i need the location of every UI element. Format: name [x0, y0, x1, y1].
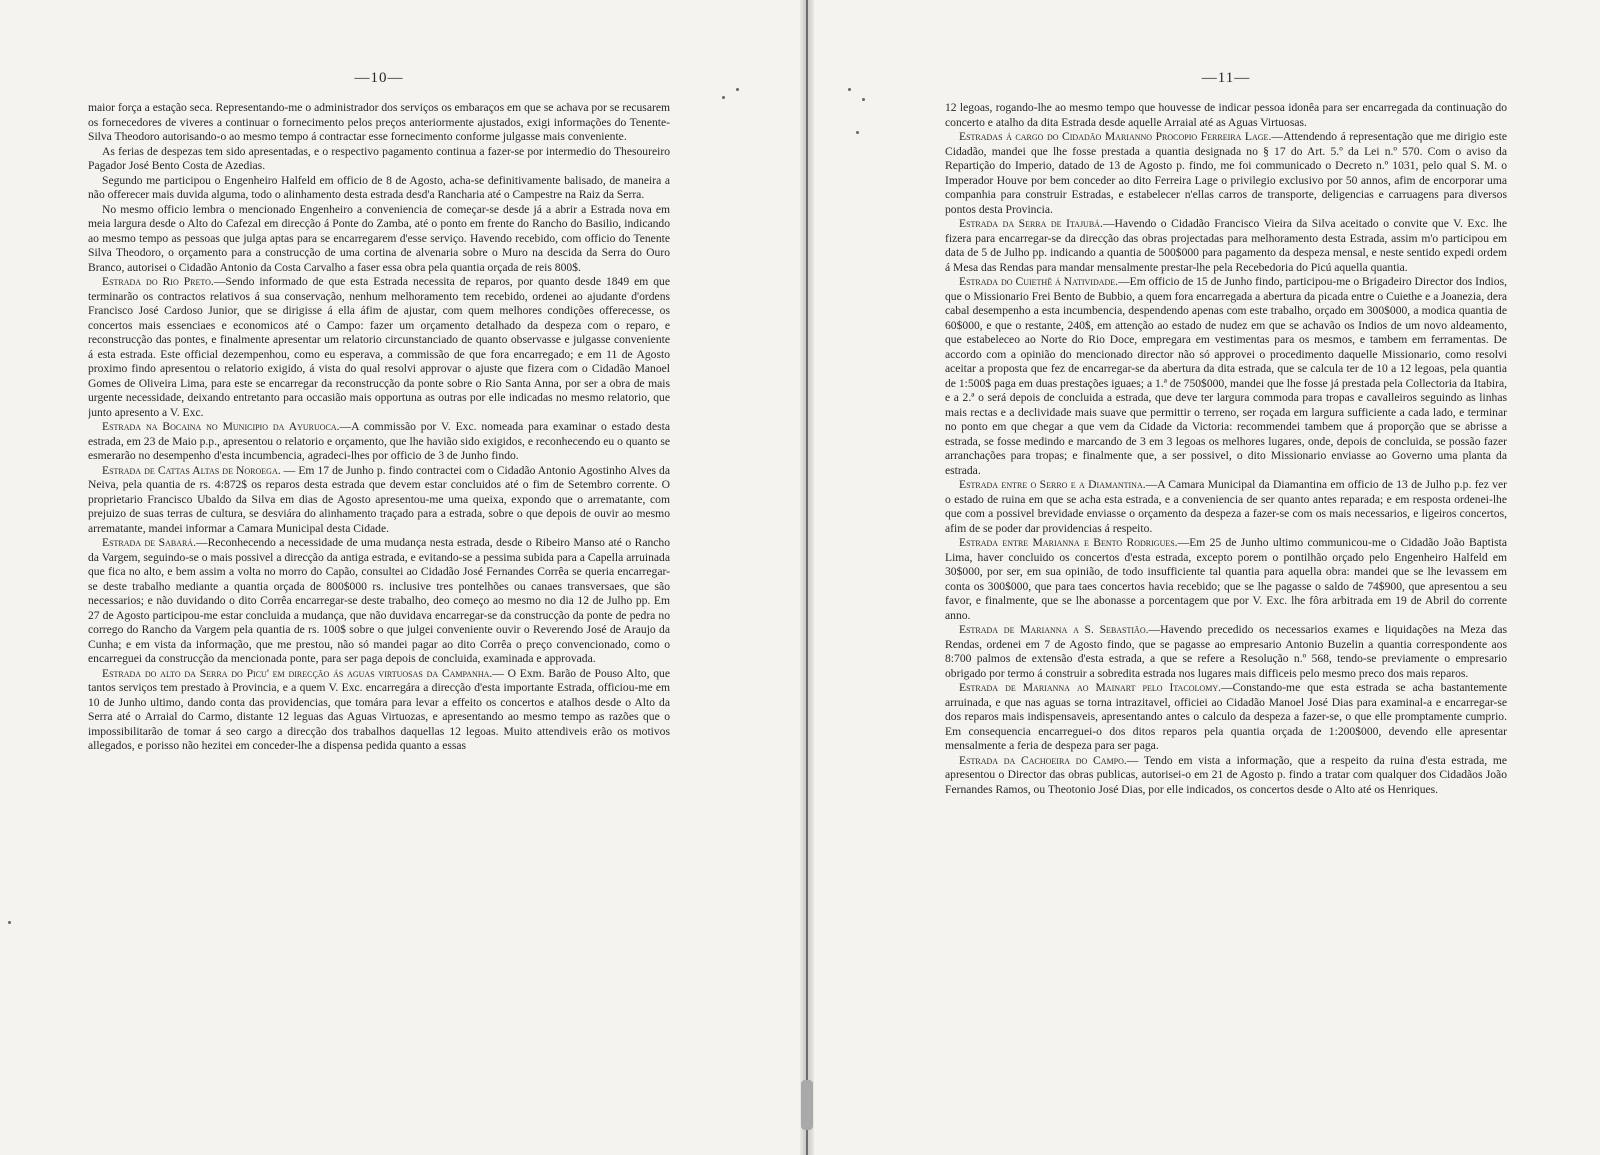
paragraph [945, 478, 1507, 536]
binding-line [806, 0, 808, 1155]
binding-stitch [801, 1080, 813, 1130]
paragraph-text: —A Camara Municipal da Diamantina em officio de 13 de Julho p.p. fez ver o estado de ruina em que se acha esta estrada, e a conveniencia de ser quanto antes reparada; e em resposta ordenei-lhe que com a possivel brevidade enviasse o orçamento da despeza a fazer-se com os mais necessarios, e ligeiros concertos, afim de se poder dar providencias á respeito. [945, 478, 1507, 535]
section-heading: Estrada do Cuiethê á Natividade. [959, 275, 1119, 288]
paragraph-text: maior força a estação seca. Representando-me o administrador dos serviços os embaraços em que se achava por se recusarem os fornecedores de viveres a continuar o fornecimento pelos preços anteriormente ajustados, exigi informações do Tenente-Silva Theodoro autorisando-o ao mesmo tempo á contractar esse fornecimento conforme julgasse mais conveniente. [88, 101, 670, 143]
paragraph [88, 667, 670, 754]
paragraph-text: —A commissão por V. Exc. nomeada para examinar o estado desta estrada, em 23 de Maio p.p., apresentou o relatorio e orçamento, que lhe havião sido exigidos, e reconhecendo eu o quanto se esmerarão no desempenho d'esta incumbencia, agradeci-lhes por officio de 3 de Junho findo. [88, 420, 670, 462]
ink-speck [736, 88, 739, 91]
paragraph-text: — O Exm. Barão de Pouso Alto, que tantos serviços tem prestado à Provincia, e a quem V. Exc. encarregára a direcção d'esta importante Estrada, officiou-me em 10 de Junho ultimo, dando conta das providencias, que tomára para levar a effeito os concertos e atalhos desde o Alto da Serra até o Arraial do Carmo, distante 12 leguas das Aguas Virtuozas, e apresentando ao mesmo tempo as razões que o impossibilitarão de tomar á seo cargo a direcção dos trabalhos daquellas 12 legoas. Muito attendiveis erão os motivos allegados, e porisso não hezitei em conceder-lhe a dispensa pedida quanto a essas [88, 666, 670, 752]
paragraph [88, 464, 670, 537]
paragraph-text: —Attendendo á representação que me dirigio este Cidadão, mandei que lhe fosse prestada a quantia designada no § 17 do Art. 5.º da Lei n.º 570. Com o aviso da Repartição do Imperio, datado de 13 de Agosto p. findo, me foi communicado o Decreto n.º 1031, pelo qual S. M. o Imperador Houve por bem conceder ao dito Ferreira Lage o privilegio exclusivo por 50 annos, afim de encorporar uma companhia para construir Estradas, e estabelecer n'ellas carros de transporte, deligencias e carruagens para diversos pontos desta Provincia. [945, 130, 1507, 216]
section-heading: Estrada de Marianna ao Mainart pelo Itacolomy. [959, 681, 1221, 694]
page-body [945, 101, 1507, 797]
paragraph-text: —Constando-me que esta estrada se acha bastantemente arruinada, e que nas aguas se torna intrazitavel, officiei ao Cidadão Manoel José Dias para examinal-a e encarregar-se dos reparos mais indispensaveis, apresentando antes o calculo da despeza a fazer-se, o que elle promptamente cumprio. Em consequencia encarreguei-o dos ditos reparos pela quantia orçada de 1:200$000, devendo elle apresentar mensalmente a feria de despeza para ser paga. [945, 681, 1507, 752]
paragraph [945, 275, 1507, 478]
right-page [945, 70, 1507, 1135]
paragraph [88, 420, 670, 464]
section-heading: Estrada de Sabará. [102, 536, 196, 549]
paragraph-text: —Havendo o Cidadão Francisco Vieira da Silva aceitado o convite que V. Exc. lhe fizera para encarregar-se da direcção das obras projectadas para melhoramento desta Estrada, assim m'o participou em data de 5 de Julho pp. indicando a quantia de 500$000 para pagamento da despeza mensal, e neste sentido expedi ordem á Mesa das Rendas para mandar mensalmente prestar-lhe pela Recebedoria do Picú aquella quantia. [945, 217, 1507, 274]
paragraph-text: No mesmo officio lembra o mencionado Engenheiro a conveniencia de começar-se desde já a abrir a Estrada nova em meia largura desde o Alto do Cafezal em direcção á Ponte do Zamba, até o ponto em frente do Rancho do Basilio, indicando ao mesmo tempo as pessoas que julga aptas para se encarregarem d'esse serviço. Havendo recebido, com officio do Tenente Silva Theodoro, o orçamento para a construcção de uma cortina de alvenaria sobre o Muro na descida da Serra do Ouro Branco, autorisei o Cidadão Antonio da Costa Carvalho a faser essa obra pela quantia orçada de reis 800$. [88, 202, 670, 274]
ink-speck [856, 131, 859, 134]
paragraph [88, 536, 670, 667]
paragraph-text: — Tendo em vista a informação, que a respeito da ruina d'esta estrada, me apresentou o Director das obras publicas, autorisei-o em 21 de Agosto p. findo a tratar com qualquer dos Cidadãos João Fernandes Ramos, ou Theotonio José Dias, por elle indicados, os concertos desde o Alto até os Henriques. [945, 753, 1507, 796]
left-page [88, 70, 670, 1135]
paragraph [945, 101, 1507, 130]
paragraph-text: As ferias de despezas tem sido apresentadas, e o respectivo pagamento continua a fazer-se por intermedio do Thesoureiro Pagador José Bento Costa de Azedias. [88, 144, 670, 172]
section-heading: Estrada da Serra de Itajubá. [959, 217, 1103, 230]
paragraph-text: — Em 17 de Junho p. findo contractei com o Cidadão Antonio Agostinho Alves da Neiva, pela quantia de rs. 4:872$ os reparos desta estrada que devem estar concluidos até o fim de Setembro corrente. O proprietario Francisco Ubaldo da Silva em dias de Agosto apresentou-me uma queixa, expondo que o arrematante, com prejuizo de suas terras de cultura, se desviára do alinhamento traçado para a estrada, sobre o que depois de ouvir ao mesmo arrematante, mandei informar a Camara Municipal desta Cidade. [88, 463, 670, 535]
paragraph [945, 130, 1507, 217]
paragraph [945, 536, 1507, 623]
paragraph [945, 623, 1507, 681]
section-heading: Estrada da Cachoeira do Campo. [959, 753, 1127, 767]
page-number: —11— [1201, 70, 1251, 86]
paragraph-text: —Havendo precedido os necessarios exames e liquidações na Meza das Rendas, ordenei em 7 de Agosto findo, que se pagasse ao empresario Antonio Buzelin a quantia correspondente aos 8:700 palmos de extensão d'esta estrada, a que se refere a Resolução n.º 568, tendo-se previamente o empresario obrigado por termo á construir a sobredita estrada nos lugares mais difficeis pelo mesmo preco dos mais reparos. [945, 623, 1507, 680]
paragraph [88, 174, 670, 203]
paragraph-text: —Sendo informado de que esta Estrada necessita de reparos, por quanto desde 1849 em que terminarão os contractos relativos á sua conservação, nenhum melhoramento tem recebido, ordenei ao ajudante d'ordens Francisco José Cardoso Junior, que se dirigisse á ella áfim de ajustar, com quem melhores condições offerecesse, os concertos mais essenciaes e economicos até o Campo: fazer um orçamento detalhado da despeza com o reparo, e reconstrucção das pontes, e finalmente apresentar um relatorio circunstanciado de quanto observasse e julgasse conveniente á esta estrada. Este official dezempenhou, como eu esperava, a commissão de que fora encarregado; e em 11 de Agosto proximo findo apresentou o relatorio exigido, á vista do qual resolvi approvar o ajuste que fizera com o Cidadão Manoel Gomes de Oliveira Lima, para este se encarregar da reconstrucção da ponte sobre o Rio Santa Anna, por ser a obra de mais urgente necessidade, deixando entretanto para occasião mais opportuna as outras por elle indicadas no mesmo relatorio, que junto apresento a V. Exc. [88, 275, 670, 419]
paragraph-text: —Reconhecendo a necessidade de uma mudança nesta estrada, desde o Ribeiro Manso até o Rancho da Vargem, seguindo-se o mais possivel a direcção da antiga estrada, e evitando-se a pessima subida para a Capella arruinada que fica no alto, e bem assim a volta no morro do Capão, consultei ao Cidadão José Fernandes Corrêa se queria encarregar-se deste trabalho mediante a quantia orçada de 800$000 rs. inclusive tres pontelhões ou canaes transversaes, que são necessarios; e não duvidando o dito Corrêa encarregar-se deste trabalho, deo começo ao mesmo no dia 12 de Julho pp. Em 27 de Agosto participou-me estar concluida a mudança, que não duvidava encarregar-se da construcção da ponte de pedra no corrego do Rancho da Vargem pela quantia de rs. 100$ sobre o que julgei conveniente ouvir o Reverendo José de Araujo da Cunha; e em vista da informação, que me prestou, não só mandei pagar ao dito Corrêa o preço convencionado, como o encarreguei da construcção da mencionada ponte, para ser paga depois de concluida, examinada e approvada. [88, 536, 670, 665]
section-heading: Estrada do alto da Serra do Picu' em direcção ás aguas virtuosas da Campanha. [102, 666, 493, 680]
ink-speck [722, 96, 725, 99]
paragraph-text: 12 legoas, rogando-lhe ao mesmo tempo que houvesse de indicar pessoa idonêa para ser encarregada da continuação do concerto e atalho da dita Estrada desde aquelle Arraial até as Aguas Virtuosas. [945, 101, 1507, 129]
ink-speck [8, 921, 11, 924]
section-heading: Estradas á cargo do Cidadão Marianno Procopio Ferreira Lage. [959, 130, 1272, 143]
section-heading: Estrada entre Marianna e Bento Rodrigues. [959, 536, 1178, 549]
paragraph [88, 275, 670, 420]
section-heading: Estrada do Rio Preto. [102, 275, 214, 288]
paragraph-text: —Em 25 de Junho ultimo communicou-me o Cidadão João Baptista Lima, haver concluido os concertos d'esta estrada, excepto porem o pontilhão orçado pelo Engenheiro Halfeld em 30$000, por ser, em sua opinião, de todo insufficiente tal quantia para aquella obra: mandei que se lhe levassem em conta os 300$000, que para taes concertos havia recebido; que se lhe pagasse o saldo de 74$900, que apresentou a seu favor, e finalmente, que se lhe abonasse a porcentagem que por V. Exc. lhe fôra arbitrada em 19 de Abril do corrente anno. [945, 536, 1507, 622]
paragraph [945, 217, 1507, 275]
section-heading: Estrada de Marianna a S. Sebastião. [959, 623, 1149, 636]
paragraph [88, 145, 670, 174]
paragraph [945, 681, 1507, 754]
section-heading: Estrada entre o Serro e a Diamantina. [959, 478, 1146, 491]
section-heading: Estrada de Cattas Altas de Noroega. [102, 463, 281, 477]
page-number: —10— [354, 70, 404, 86]
paragraph [88, 101, 670, 145]
paragraph-text: —Em officio de 15 de Junho findo, participou-me o Brigadeiro Director dos Indios, que o Missionario Frei Bento de Bubbio, a quem fora encarregada a abertura da picada entre o Cuiethe e a Joanezia, dera cabal desempenho a esta incumbencia, despendendo apenas com este trabalho, orçado em 300$000, a modica quantia de 60$000, e que o restante, 240$, em attenção ao estado de nudez em que se achavão os Indios de um novo aldeamento, que estabeleceo ao Norte do Rio Doce, empregara em vestimentas para os mesmos, e tambem em ferramentas. De accordo com a opinião do mencionado director não só approvei o procedimento daquelle Missionario, como resolvi aceitar a proposta que fez de encarregar-se da abertura da dita estrada, que se calcula ter de 10 a 12 legoas, pela quantia de 1:500$ paga em duas prestações iguaes; a 1.ª de 750$000, mandei que lhe fosse já prestada pela Collectoria da Itabira, e a 2.ª o será depois de concluida a estrada, que deve ter largura commoda para tropas e cavalleiros seguindo as linhas mais rectas e a declividade mais suave que permittir o terreno, ser roçada em largura sufficiente a cada lado, e terminar no ponto em que chegar a que vem da Cidade da Victoria: recommendei tambem que á proporção que se abrisse a estrada, se fosse medindo e marcando de 3 em 3 legoas os melhores lugares, onde, depois de concluida, se possão fazer arranchações para tropas; e finalmente que, a ser possivel, o dito Missionario enviasse ao Governo uma planta da estrada. [945, 275, 1507, 477]
section-heading: Estrada na Bocaina no Municipio da Ayuruoca. [102, 420, 340, 433]
paragraph [88, 203, 670, 276]
paragraph [945, 754, 1507, 798]
ink-speck [848, 88, 851, 91]
paragraph-text: Segundo me participou o Engenheiro Halfeld em officio de 8 de Agosto, acha-se definitivamente balisado, de maneira a não offerecer mais duvida alguma, todo o alinhamento desta estrada desd'a Rancharia até o Campestre na Raiz da Serra. [88, 173, 670, 201]
ink-speck [862, 98, 865, 101]
page-body [88, 101, 670, 754]
